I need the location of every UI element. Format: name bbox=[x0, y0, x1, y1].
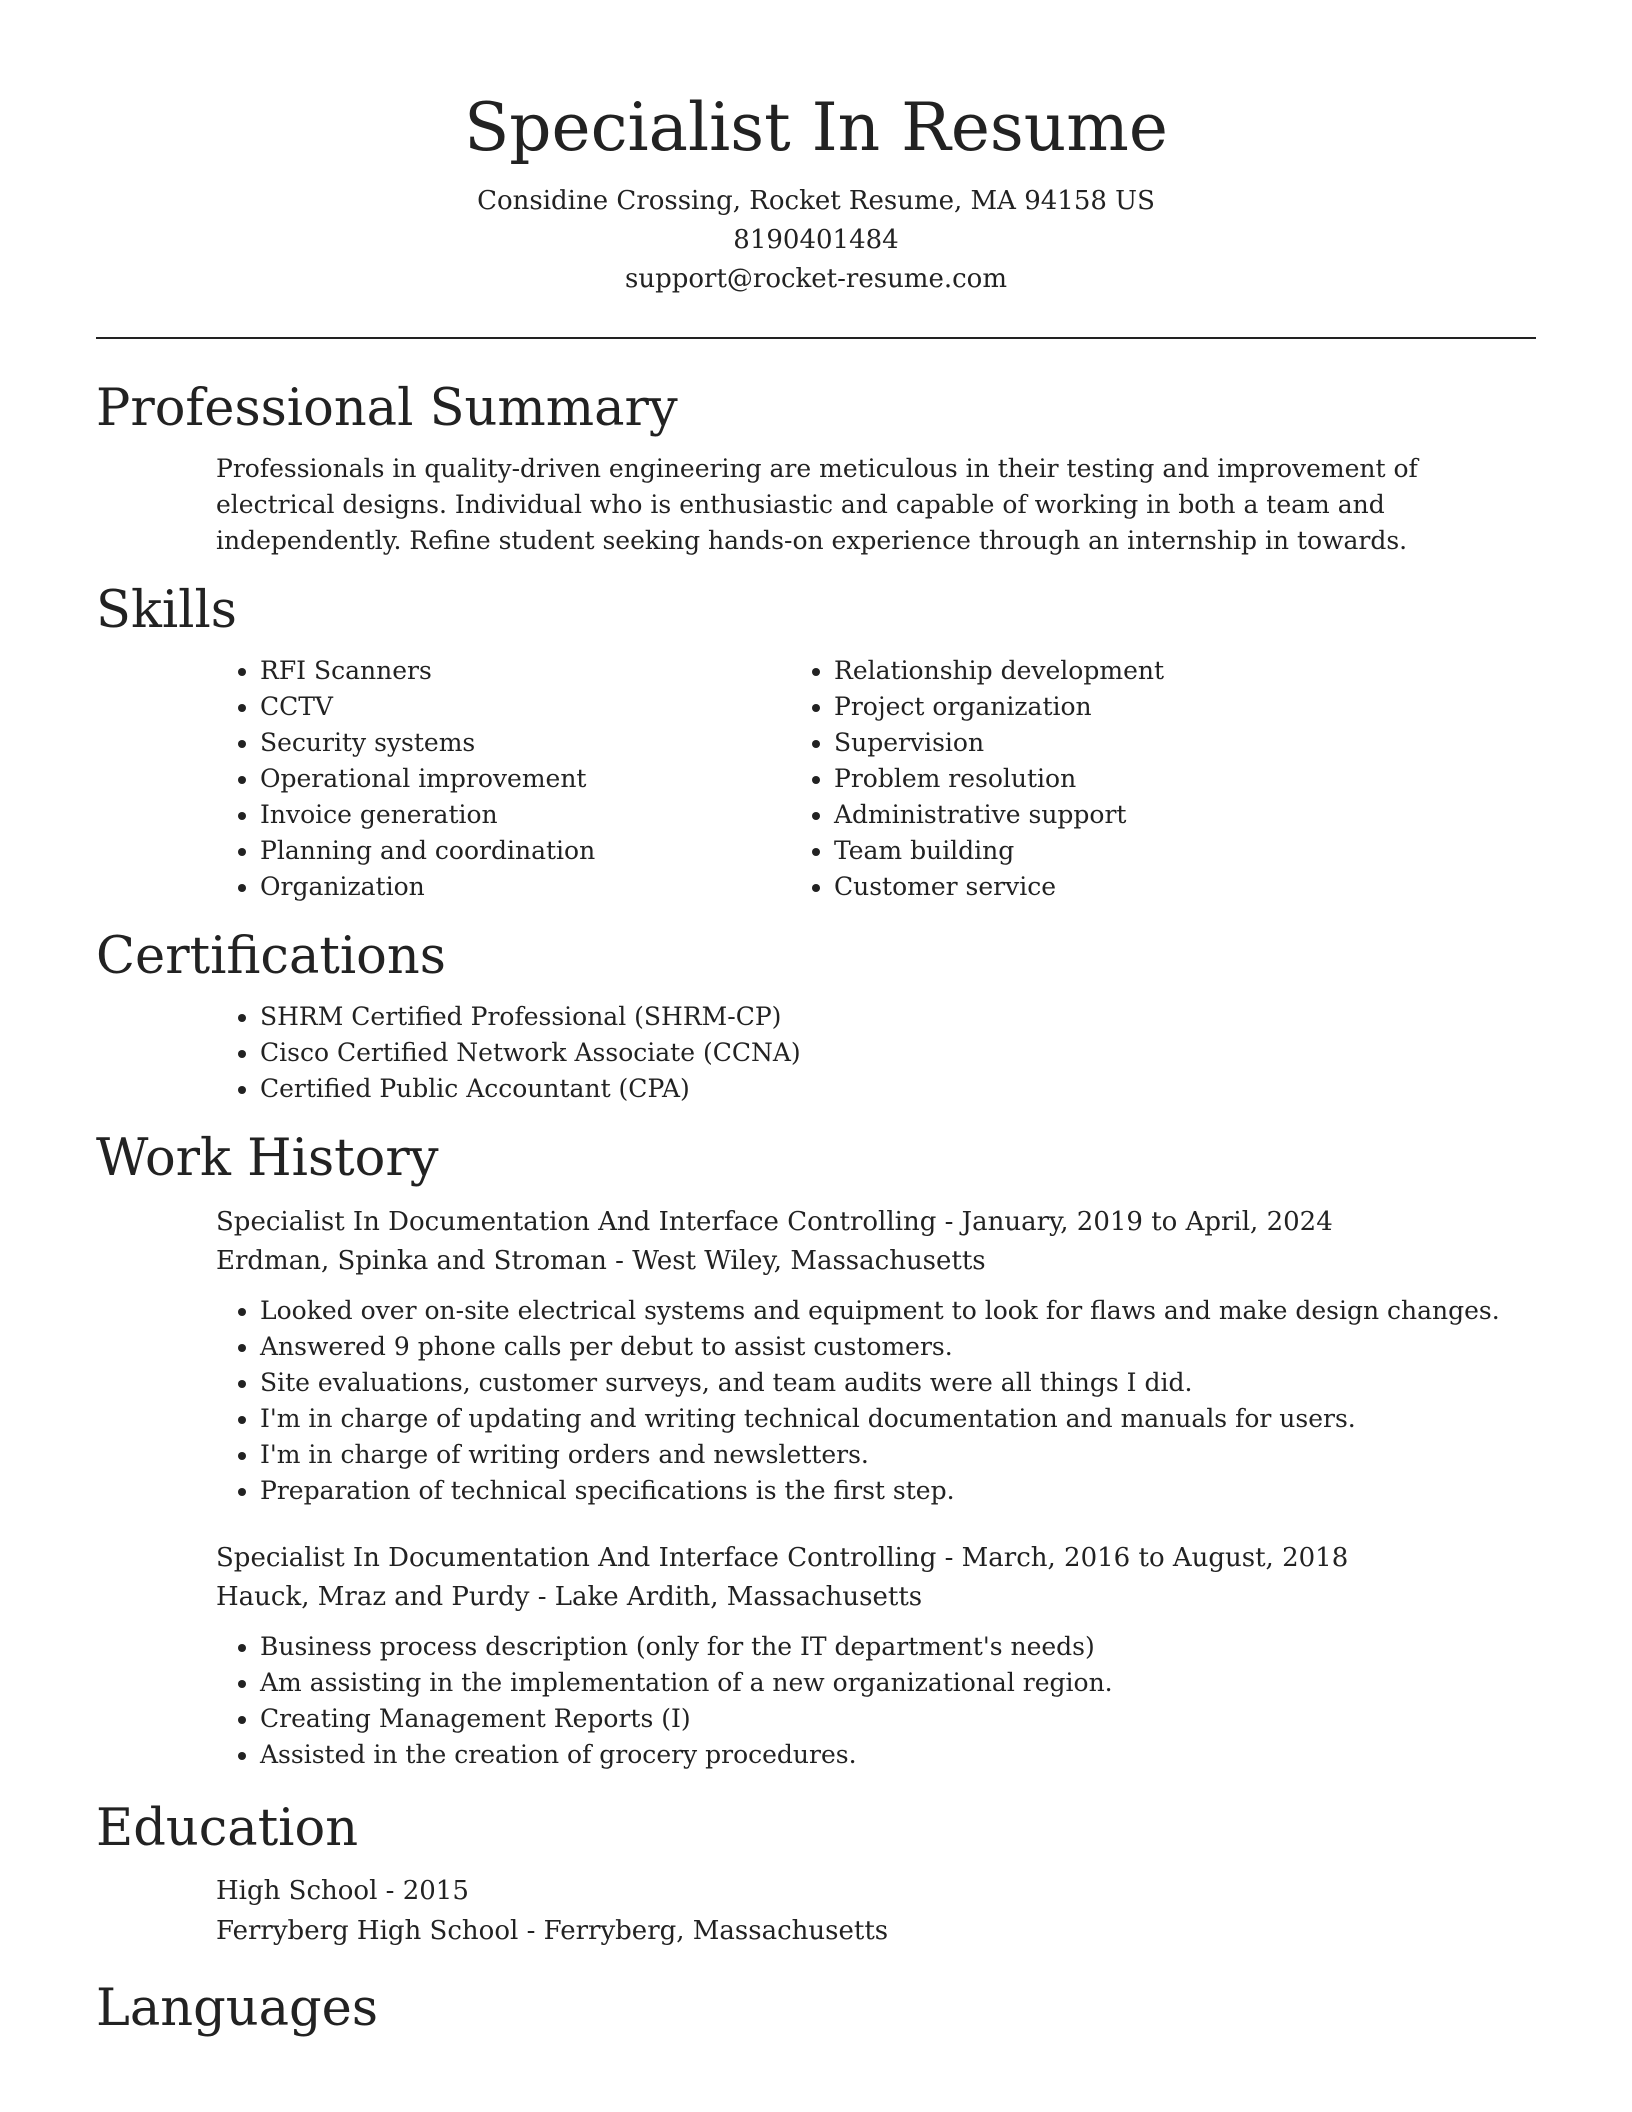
certifications-heading: Certifications bbox=[96, 927, 446, 986]
job-duty: • Site evaluations, customer surveys, and team audits were all things I did. bbox=[260, 1365, 1536, 1401]
skill-item: • Planning and coordination bbox=[260, 833, 910, 869]
education-school: Ferryberg High School - Ferryberg, Massachusetts bbox=[216, 1916, 889, 1946]
skill-item: • Supervision bbox=[834, 725, 1484, 761]
skill-item: • Problem resolution bbox=[834, 761, 1484, 797]
summary-section bbox=[96, 377, 1536, 559]
job-duty: • Looked over on-site electrical systems and equipment to look for flaws and make design changes. bbox=[260, 1293, 1536, 1329]
work-history-heading: Work History bbox=[96, 1129, 439, 1188]
summary-heading: Professional Summary bbox=[96, 379, 678, 438]
job-company: Erdman, Spinka and Stroman - West Wiley, Massachusetts bbox=[216, 1246, 986, 1276]
skill-item: • Invoice generation bbox=[260, 797, 910, 833]
skills-heading: Skills bbox=[96, 581, 237, 640]
education-section bbox=[96, 1797, 1536, 1951]
job-duty: • I'm in charge of updating and writing technical documentation and manuals for users. bbox=[260, 1401, 1536, 1437]
contact-info bbox=[96, 182, 1536, 299]
skill-item: • Team building bbox=[834, 833, 1484, 869]
job-title: Specialist In Documentation And Interface Controlling - January, 2019 to April, 2024 bbox=[216, 1207, 1333, 1237]
job-duty: • Creating Management Reports (I) bbox=[260, 1701, 1536, 1737]
skills-list-right bbox=[790, 653, 1484, 905]
skill-item: • Organization bbox=[260, 869, 910, 905]
education-entry bbox=[96, 1871, 1536, 1951]
certifications-section bbox=[96, 925, 1536, 1107]
certification-item: • Certified Public Accountant (CPA) bbox=[260, 1071, 1536, 1107]
education-degree: High School - 2015 bbox=[216, 1876, 469, 1906]
summary-text: Professionals in quality-driven engineering are meticulous in their testing and improvement of electrical designs. Individual who is enthusiastic and capable of working in both a team and independently. Refine student seeking hands-on experience through an internship in towards. bbox=[216, 454, 1418, 555]
job-entry bbox=[96, 1203, 1536, 1509]
job-duties bbox=[216, 1293, 1536, 1509]
phone: 8190401484 bbox=[733, 225, 899, 255]
skill-item: • RFI Scanners bbox=[260, 653, 910, 689]
skill-item: • Relationship development bbox=[834, 653, 1484, 689]
skills-section bbox=[96, 579, 1536, 905]
certification-item: • Cisco Certified Network Associate (CCNA) bbox=[260, 1035, 1536, 1071]
email: support@rocket-resume.com bbox=[624, 264, 1007, 294]
skill-item: • Administrative support bbox=[834, 797, 1484, 833]
job-title: Specialist In Documentation And Interface Controlling - March, 2016 to August, 2018 bbox=[216, 1543, 1349, 1573]
job-duty: • Am assisting in the implementation of a new organizational region. bbox=[260, 1665, 1536, 1701]
languages-heading: Languages bbox=[96, 1979, 379, 2038]
job-duty: • Preparation of technical specifications is the first step. bbox=[260, 1473, 1536, 1509]
candidate-name: Specialist In Resume bbox=[464, 89, 1168, 166]
job-duties bbox=[216, 1629, 1536, 1773]
job-duty: • Answered 9 phone calls per debut to assist customers. bbox=[260, 1329, 1536, 1365]
job-duty: • Business process description (only for the IT department's needs) bbox=[260, 1629, 1536, 1665]
skills-columns bbox=[96, 653, 1536, 905]
resume-header bbox=[96, 0, 1536, 299]
skill-item: • CCTV bbox=[260, 689, 910, 725]
job-entry bbox=[96, 1539, 1536, 1773]
skill-item: • Customer service bbox=[834, 869, 1484, 905]
languages-section bbox=[96, 1977, 1536, 2041]
skill-item: • Project organization bbox=[834, 689, 1484, 725]
education-heading: Education bbox=[96, 1799, 359, 1858]
header-divider bbox=[96, 337, 1536, 339]
certification-item: • SHRM Certified Professional (SHRM-CP) bbox=[260, 999, 1536, 1035]
certifications-list bbox=[96, 999, 1536, 1107]
skill-item: • Security systems bbox=[260, 725, 910, 761]
address: Considine Crossing, Rocket Resume, MA 94158 US bbox=[477, 186, 1155, 216]
work-history-section bbox=[96, 1127, 1536, 1773]
job-duty: • I'm in charge of writing orders and newsletters. bbox=[260, 1437, 1536, 1473]
job-company: Hauck, Mraz and Purdy - Lake Ardith, Massachusetts bbox=[216, 1582, 923, 1612]
skill-item: • Operational improvement bbox=[260, 761, 910, 797]
job-duty: • Assisted in the creation of grocery procedures. bbox=[260, 1737, 1536, 1773]
